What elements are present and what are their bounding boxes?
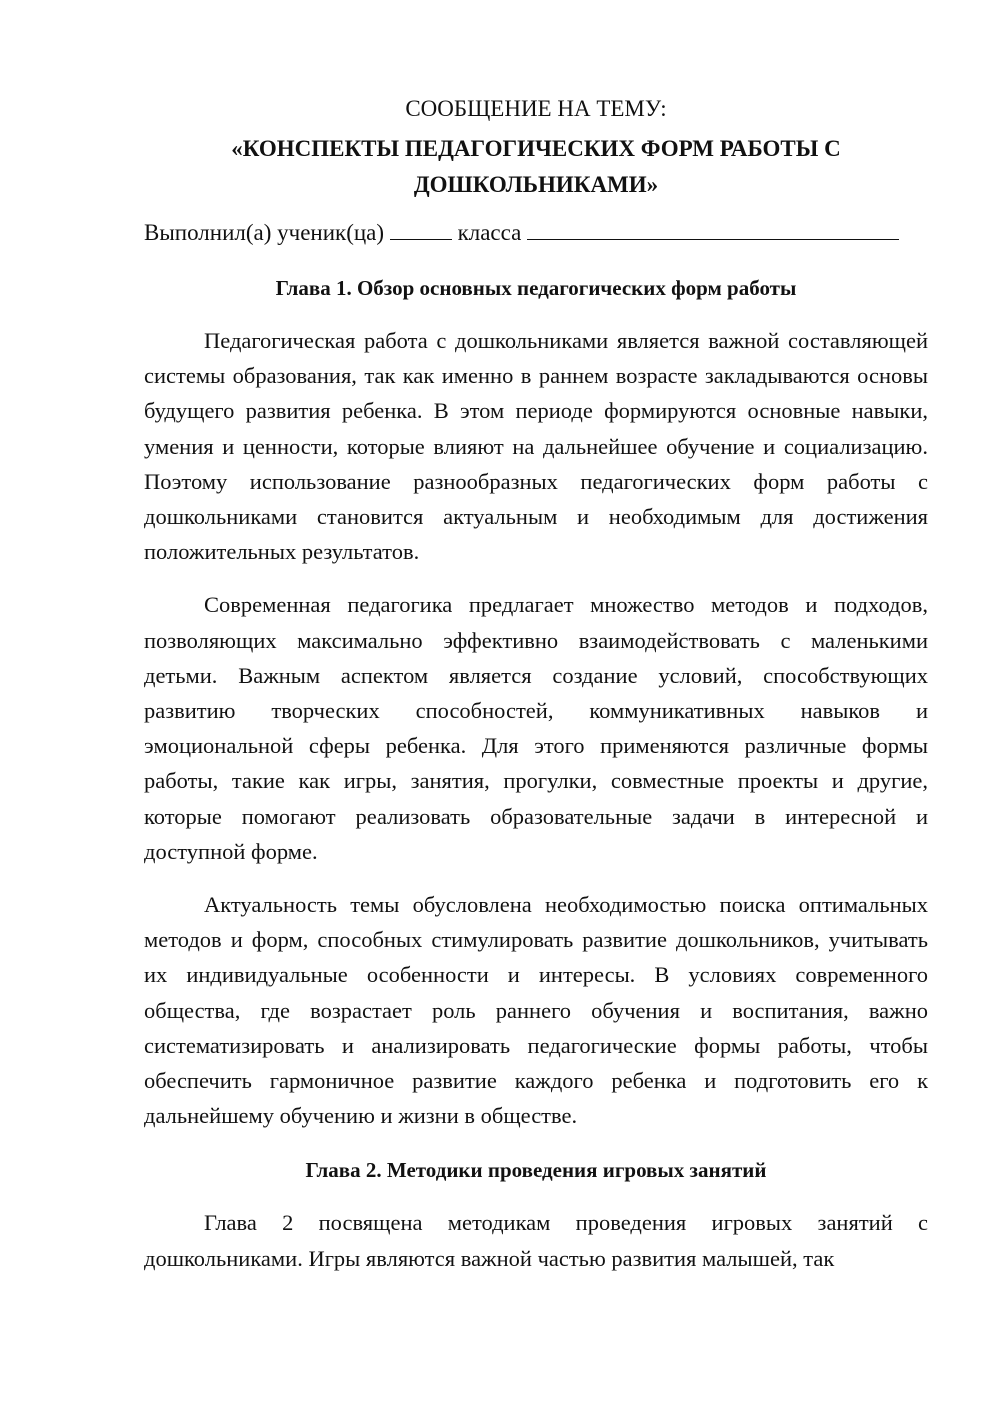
page-content [144,91,928,1276]
grade-blank [390,219,452,240]
chapter-2-paragraph-1: Глава 2 посвящена методикам проведения игровых занятий с дошкольниками. Игры являются важной частью развития малышей, так [144,1210,928,1271]
name-blank [527,219,899,240]
chapter-1-heading: Глава 1. Обзор основных педагогических форм работы [275,276,797,300]
chapter-1-paragraph-1: Педагогическая работа с дошкольниками является важной составляющей системы образования, так как именно в раннем возрасте закладываются основы будущего развития ребенка. В этом периоде формируются основные навыки, умения и ценности, которые влияют на дальнейшее обучение и социализацию. Поэтому использование разнообразных педагогических форм работы с дошкольниками становится актуальным и необходимым для достижения положительных результатов. [144,328,928,565]
class-label: класса [457,220,522,245]
document-header: СООБЩЕНИЕ НА ТЕМУ: [405,96,667,121]
author-prefix: Выполнил(а) ученик(ца) [144,220,385,245]
document-title: «КОНСПЕКТЫ ПЕДАГОГИЧЕСКИХ ФОРМ РАБОТЫ С ДОШКОЛЬНИКАМИ» [231,136,841,197]
chapter-1-paragraph-2: Современная педагогика предлагает множество методов и подходов, позволяющих максимально эффективно взаимодействовать с маленькими детьми. Важным аспектом является создание условий, способствующих развитию творческих способностей, коммуникативных навыков и эмоциональной сферы ребенка. Для этого применяются различные формы работы, такие как игры, занятия, прогулки, совместные проекты и другие, которые помогают реализовать образовательные задачи в интересной и доступной форме. [144,592,928,864]
chapter-1-paragraph-3: Актуальность темы обусловлена необходимостью поиска оптимальных методов и форм, способных стимулировать развитие дошкольников, учитывать их индивидуальные особенности и интересы. В условиях современного общества, где возрастает роль раннего обучения и воспитания, важно систематизировать и анализировать педагогические формы работы, чтобы обеспечить гармоничное развитие каждого ребенка и подготовить его к дальнейшему обучению и жизни в обществе. [144,892,928,1129]
chapter-2-heading: Глава 2. Методики проведения игровых занятий [305,1158,767,1183]
author-line [144,215,928,251]
